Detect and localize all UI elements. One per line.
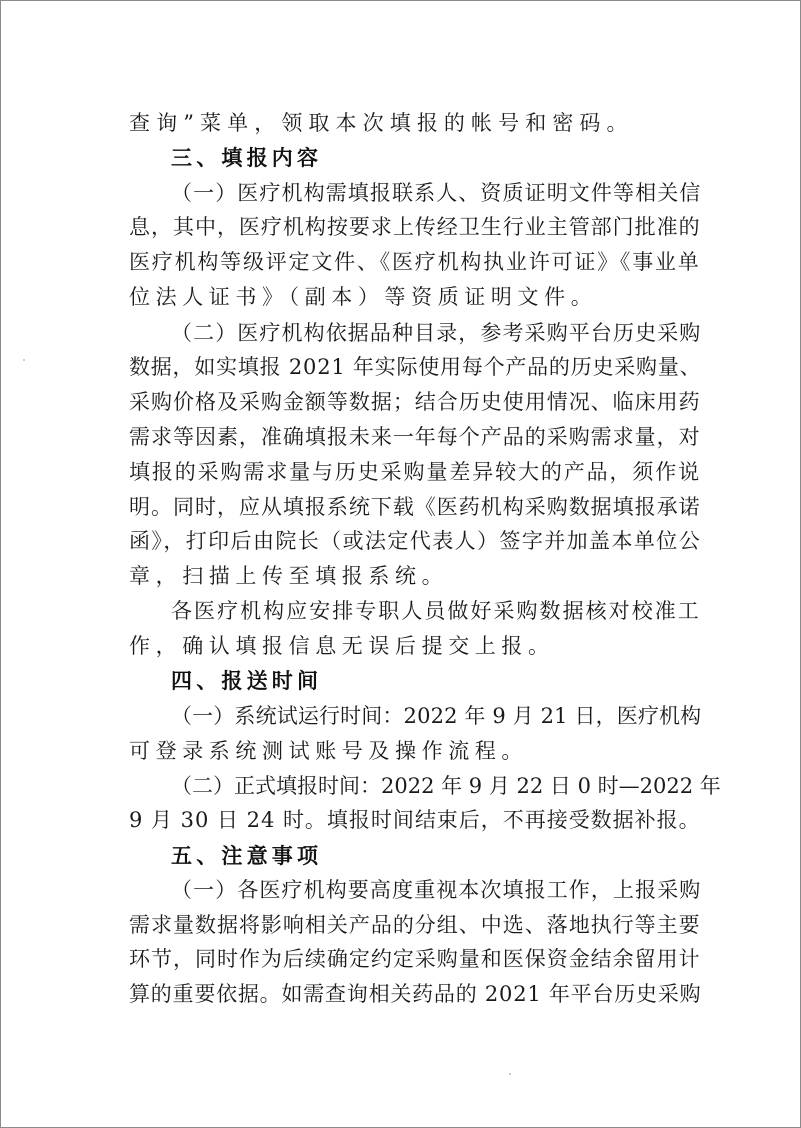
body-line: 查询”菜单，领取本次填报的帐号和密码。: [129, 111, 634, 135]
scan-speck: [509, 1073, 511, 1075]
body-line: （二）医疗机构依据品种目录，参考采购平台历史采购: [171, 321, 702, 345]
body-line: 9 月 30 日 24 时。填报时间结束后，不再接受数据补报。: [129, 808, 701, 832]
body-line: 环节，同时作为后续确定约定采购量和医保资金结余留用计: [129, 947, 701, 971]
body-line: 作，确认填报信息无误后提交上报。: [129, 634, 555, 658]
body-line: （二）正式填报时间：2022 年 9 月 22 日 0 时—2022 年: [171, 774, 721, 798]
body-line: 函》，打印后由院长（或法定代表人）签字并加盖本单位公: [129, 529, 702, 553]
body-line: （一）各医疗机构要高度重视本次填报工作，上报采购: [171, 878, 702, 902]
body-line: 算的重要依据。如需查询相关药品的 2021 年平台历史采购: [129, 982, 702, 1006]
body-line: 需求等因素，准确填报未来一年每个产品的采购需求量，对: [129, 425, 701, 449]
body-line: 位法人证书》（副本）等资质证明文件。: [129, 285, 598, 309]
body-line: 息，其中，医疗机构按要求上传经卫生行业主管部门批准的: [129, 215, 701, 239]
body-line: 填报的采购需求量与历史采购量差异较大的产品，须作说: [129, 460, 701, 484]
body-line: 明。同时，应从填报系统下载《医药机构采购数据填报承诺: [129, 495, 701, 519]
scan-speck: [23, 359, 25, 361]
body-line: 采购价格及采购金额等数据；结合历史使用情况、临床用药: [129, 390, 701, 414]
body-line: 可登录系统测试账号及操作流程。: [129, 739, 528, 763]
body-line: （一）医疗机构需填报联系人、资质证明文件等相关信: [171, 181, 702, 205]
body-line: 需求量数据将影响相关产品的分组、中选、落地执行等主要: [129, 913, 701, 937]
section-heading-notes: 五、注意事项: [171, 844, 323, 868]
body-line: 章，扫描上传至填报系统。: [129, 564, 449, 588]
body-line: 各医疗机构应安排专职人员做好采购数据核对校准工: [171, 599, 701, 623]
section-heading-schedule: 四、报送时间: [171, 669, 323, 693]
body-line: 医疗机构等级评定文件、《医疗机构执业许可证》《事业单: [129, 250, 701, 274]
body-line: 数据，如实填报 2021 年实际使用每个产品的历史采购量、: [129, 355, 702, 379]
body-line: （一）系统试运行时间：2022 年 9 月 21 日，医疗机构: [171, 704, 702, 728]
section-heading-content: 三、填报内容: [171, 146, 323, 170]
